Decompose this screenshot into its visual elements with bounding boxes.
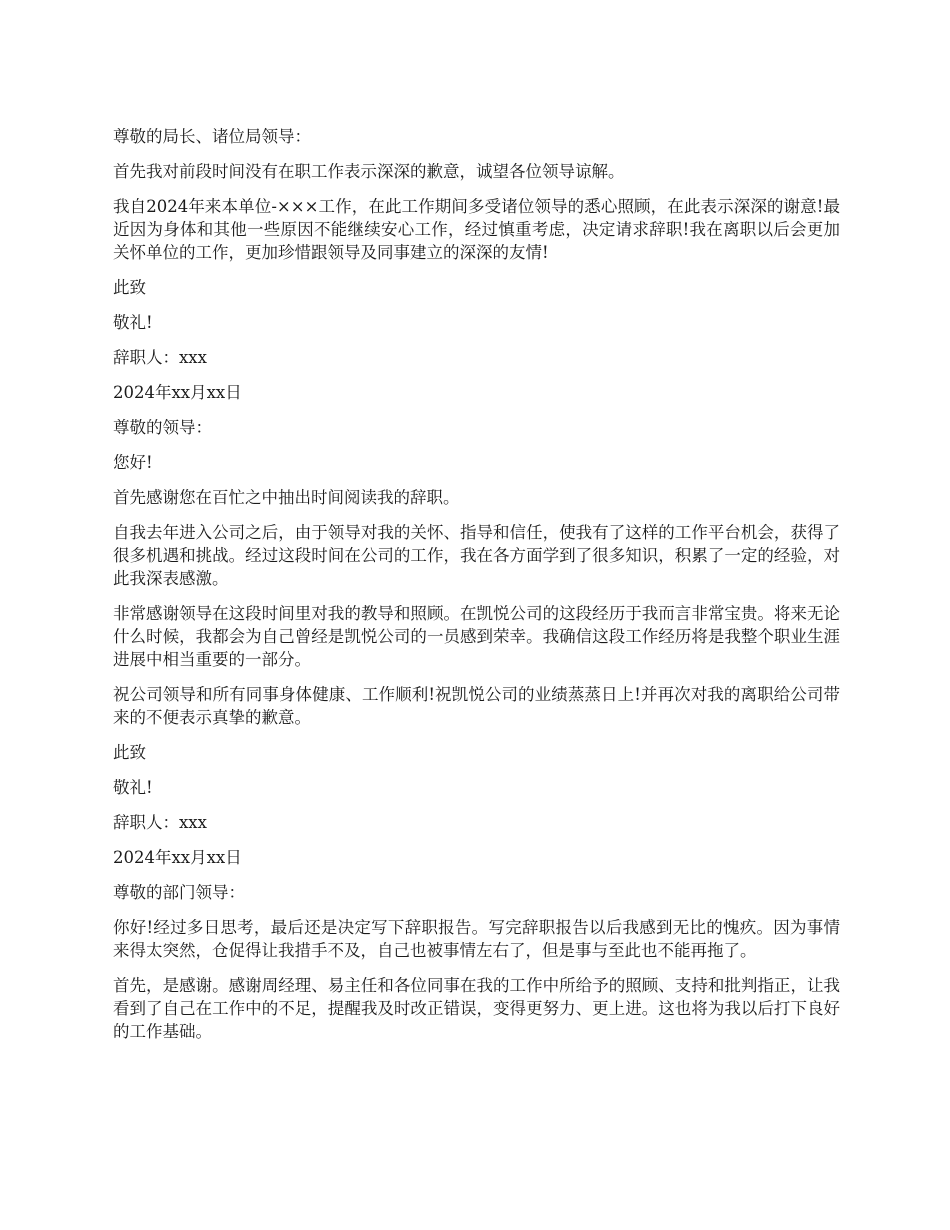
- greeting: 您好!: [113, 453, 153, 472]
- body-paragraph: 首先感谢您在百忙之中抽出时间阅读我的辞职。: [113, 488, 460, 507]
- salutation: 尊敬的领导：: [113, 418, 212, 437]
- body-paragraph: 我自2024年来本单位-×××工作，在此工作期间多受诸位领导的悉心照顾，在此表示深深的谢意!最近因为身体和其他一些原因不能继续安心工作，经过慎重考虑，决定请求辞职!我在离职以后会更加关怀单位的工作，更加珍惜跟领导及同事建立的深深的友情!: [113, 197, 840, 262]
- date-line: 2024年xx月xx日: [113, 383, 242, 402]
- signature-line: 辞职人：xxx: [113, 813, 207, 832]
- body-paragraph: 你好!经过多日思考，最后还是决定写下辞职报告。写完辞职报告以后我感到无比的愧疚。因为事情来得太突然，仓促得让我措手不及，自己也被事情左右了，但是事与至此也不能再拖了。: [113, 918, 840, 960]
- closing-line: 敬礼!: [113, 313, 153, 332]
- salutation: 尊敬的局长、诸位局领导：: [113, 127, 311, 146]
- closing-line: 此致: [113, 278, 146, 297]
- closing-line: 敬礼!: [113, 778, 153, 797]
- closing-line: 此致: [113, 743, 146, 762]
- date-line: 2024年xx月xx日: [113, 848, 242, 867]
- signature-line: 辞职人：xxx: [113, 348, 207, 367]
- body-paragraph: 首先，是感谢。感谢周经理、易主任和各位同事在我的工作中所给予的照顾、支持和批判指正，让我看到了自己在工作中的不足，提醒我及时改正错误，变得更努力、更上进。这也将为我以后打下良好的工作基础。: [113, 976, 840, 1041]
- body-paragraph: 非常感谢领导在这段时间里对我的教导和照顾。在凯悦公司的这段经历于我而言非常宝贵。将来无论什么时候，我都会为自己曾经是凯悦公司的一员感到荣幸。我确信这段工作经历将是我整个职业生涯进展中相当重要的一部分。: [113, 604, 840, 669]
- body-paragraph: 自我去年进入公司之后，由于领导对我的关怀、指导和信任，使我有了这样的工作平台机会，获得了很多机遇和挑战。经过这段时间在公司的工作，我在各方面学到了很多知识，积累了一定的经验，对此我深表感激。: [113, 523, 840, 588]
- body-paragraph: 祝公司领导和所有同事身体健康、工作顺利!祝凯悦公司的业绩蒸蒸日上!并再次对我的离职给公司带来的不便表示真挚的歉意。: [113, 685, 840, 727]
- body-paragraph: 首先我对前段时间没有在职工作表示深深的歉意，诚望各位领导谅解。: [113, 162, 625, 181]
- salutation: 尊敬的部门领导：: [113, 883, 245, 902]
